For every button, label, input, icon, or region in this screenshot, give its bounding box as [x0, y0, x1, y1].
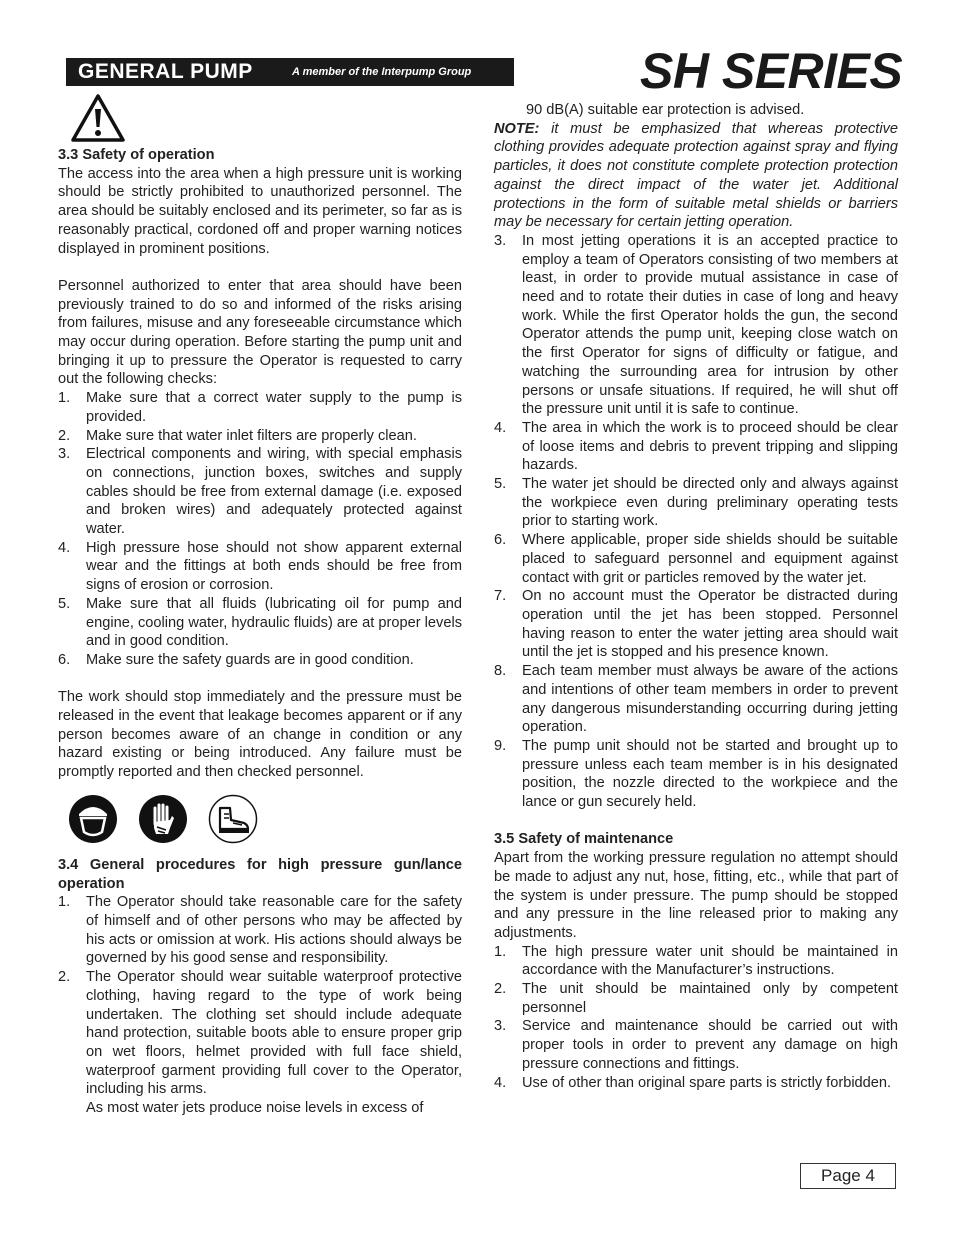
right-column [494, 101, 898, 1092]
note-text: it must be emphasized that whereas protective clothing provides adequate protection against spray and flying particles, it does not constitute complete protection protection against the direct impact of the water jet. Additional protections in the form of suitable metal shields or barriers may be necessary for certain jetting operation. [494, 120, 898, 231]
note-paragraph [494, 120, 898, 232]
list-item: 1. The Operator should take reasonable care for the safety of himself and of other persons who may be affected by his acts or omission at work. His actions should always be governed by his good sense and responsibility. [58, 894, 462, 967]
section-3-3-paragraph-3: The work should stop immediately and the pressure must be released in the event that leakage becomes apparent or if any person becomes aware of an change in condition or any hazard existing or being introduced. Any failure must be promptly reported and then checked personnel. [58, 689, 462, 781]
list-item: 2. Make sure that water inlet filters are properly clean. [58, 427, 417, 444]
section-3-3-title: 3.3 Safety of operation [58, 147, 215, 163]
list-item: 3. Electrical components and wiring, with special emphasis on connections, junction boxes, switches and supply cables should be free from external damage (i.e. exposed and broken wires) and adequately protected against water. [58, 446, 462, 538]
section-3-4-list-left [58, 893, 462, 1099]
left-column [58, 146, 462, 1118]
brand-tagline: A member of the Interpump Group [292, 66, 472, 78]
list-item: 1. The high pressure water unit should be maintained in accordance with the Manufacturer’s instructions. [494, 943, 898, 979]
list-item: 4. Use of other than original spare parts is strictly forbidden. [494, 1074, 892, 1091]
section-3-3-paragraph-2: Personnel authorized to enter that area should have been previously trained to do so and informed of the risks arising from failures, misuse and any foreseeable circumstance which may occur during operation. Before starting the pump unit and bringing it up to pressure the Operator is requested to carry out the following checks: [58, 277, 462, 388]
list-item: 4. High pressure hose should not show apparent external wear and the fittings at both ends should be free from signs of erosion or corrosion. [58, 539, 462, 594]
section-3-5-paragraph-1: Apart from the working pressure regulation no attempt should be made to adjust any nut, hose, fitting, etc., while that part of the system is under pressure. The pump should be stopped and any pressure in the line released prior to making any adjustments. [494, 850, 898, 941]
list-item: 8. Each team member must always be aware of the actions and intentions of other team members in order to prevent any dangerous misunderstanding occurring during jetting operation. [494, 663, 898, 736]
list-item: 7. On no account must the Operator be distracted during operation until the jet has been stopped. Personnel having reason to enter the water jetting area should wait until the jet is stopped and his presence known. [494, 588, 898, 661]
list-item: 2. The Operator should wear suitable waterproof protective clothing, having regard to the type of work being undertaken. The clothing set should include adequate hand protection, suitable boots able to ensure proper grip on wet floors, helmet provided with full face shield, waterproof garment providing full cover to the Operator, including his arms. [58, 969, 462, 1098]
list-item: 6. Where applicable, proper side shields should be suitable placed to safeguard personnel and equipment against contact with grit or particles removed by the water jet. [494, 532, 898, 586]
list-item: 4. The area in which the work is to proceed should be clear of loose items and debris to prevent tripping and slipping hazards. [494, 419, 898, 474]
list-item-continuation: As most water jets produce noise levels in excess of [86, 1100, 424, 1117]
list-item: 9. The pump unit should not be started and brought up to pressure unless each team member is in his designated position, the nozzle directed to the workpiece and the lance or gun securely held. [494, 737, 898, 811]
list-item: 2. The unit should be maintained only by competent personnel [494, 981, 898, 1016]
page-number: Page 4 [800, 1163, 896, 1189]
ppe-icons [68, 794, 462, 846]
brand-bar [66, 58, 514, 86]
list-item: 5. The water jet should be directed only and always against the workpiece even during preliminary operating tests prior to starting work. [494, 476, 898, 530]
safety-boot-icon [208, 794, 258, 844]
list-item: 5. Make sure that all fluids (lubricating oil for pump and engine, cooling water, hydraulic fluids) are at proper levels and in good condition. [58, 595, 462, 650]
section-3-5-title: 3.5 Safety of maintenance [494, 831, 674, 848]
brand-name: GENERAL PUMP [78, 60, 253, 83]
list-item: 1. Make sure that a correct water supply to the pump is provided. [58, 390, 462, 425]
series-title: SH SERIES [640, 43, 903, 99]
list-item: 6. Make sure the safety guards are in good condition. [58, 651, 414, 668]
face-shield-icon [68, 794, 118, 844]
list-item: 3. In most jetting operations it is an accepted practice to employ a team of Operators consisting of two members at least, in order to provide mutual assistance in case of need and to rotate their duties in case of long and heavy work. While the first Operator holds the gun, the second Operator attends the pump unit, keeping close watch on the first Operator for signs of difficulty or fatigue, and watching the surrounding area for intrusion by other persons or unsafe situations. If required, he will shut off the pressure unit until it is safe to continue. [494, 232, 898, 418]
section-3-3-checklist [58, 389, 462, 670]
protective-glove-icon [138, 794, 188, 844]
list-item: 3. Service and maintenance should be carried out with proper tools in order to prevent any damage on high pressure connections and fittings. [494, 1018, 898, 1072]
section-3-5-list [494, 943, 898, 1093]
section-3-3-paragraph-1: The access into the area when a high pressure unit is working should be strictly prohibited to unauthorized personnel. The area should be suitably enclosed and its perimeter, so far as is reasonably practical, cordoned off and proper warning notices displayed in prominent positions. [58, 165, 462, 257]
section-3-4-list-right [494, 232, 898, 812]
note-label: NOTE: [494, 120, 540, 137]
list-item-continuation: 90 dB(A) suitable ear protection is advised. [526, 102, 805, 118]
section-3-4-title: 3.4 General procedures for high pressure gun/lance operation [58, 856, 462, 892]
warning-triangle-icon [70, 93, 126, 143]
